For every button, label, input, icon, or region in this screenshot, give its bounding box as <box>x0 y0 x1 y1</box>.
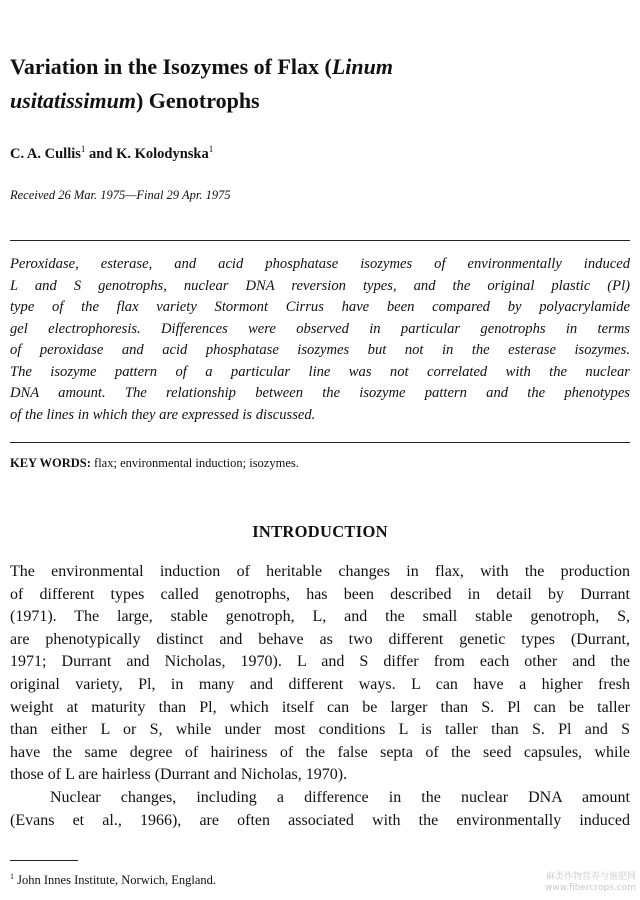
footnote <box>10 872 216 888</box>
abstract-line: DNA amount. The relationship between the isozyme pattern and the phenotypes <box>10 385 630 401</box>
body-line: (Evans et al., 1966), are often associated with the environmentally induced <box>10 811 630 829</box>
author-list <box>10 144 213 163</box>
keywords-list: flax; environmental induction; isozymes. <box>90 456 299 470</box>
author-name: C. A. Cullis <box>10 145 81 162</box>
body-line: than either L or S, while under most conditions L is taller than S. Pl and S <box>10 721 630 739</box>
body-line: have the same degree of hairiness of the false septa of the seed capsules, while <box>10 743 630 761</box>
abstract-line: of the lines in which they are expressed is discussed. <box>10 406 316 423</box>
abstract-line: of peroxidase and acid phosphatase isozymes but not in the esterase isozymes. <box>10 342 630 358</box>
abstract-top-rule <box>10 240 630 241</box>
abstract-line: The isozyme pattern of a particular line was not correlated with the nuclear <box>10 363 630 380</box>
author-name: K. Kolodynska <box>116 145 209 162</box>
footnote-rule <box>10 860 78 861</box>
title-text-2: ) Genotrophs <box>135 88 260 113</box>
title-italic-species: usitatissimum <box>10 88 136 113</box>
abstract-line: gel electrophoresis. Differences were observed in particular genotrophs in terms <box>10 320 630 337</box>
footnote-text: John Innes Institute, Norwich, England. <box>14 873 217 888</box>
title-text-1: Variation in the Isozymes of Flax ( <box>10 54 332 79</box>
abstract <box>10 254 630 426</box>
body-line: 1971; Durrant and Nicholas, 1970). L and S differ from each other and the <box>10 653 630 671</box>
body-line: are phenotypically distinct and behave as two different genetic types (Durrant, <box>10 630 630 648</box>
body-line: weight at maturity than Pl, which itself can be larger than S. Pl can be taller <box>10 698 630 716</box>
body-line: those of L are hairless (Durrant and Nicholas, 1970). <box>10 766 348 784</box>
paper-title <box>10 50 620 118</box>
body-line: (1971). The large, stable genotroph, L, and the small stable genotroph, S, <box>10 608 630 626</box>
body-line: The environmental induction of heritable changes in flax, with the production <box>10 563 630 580</box>
keywords-label: KEY WORDS: <box>10 456 91 470</box>
author-separator: and <box>85 145 117 162</box>
abstract-bottom-rule <box>10 442 630 443</box>
affiliation-mark: 1 <box>208 144 214 154</box>
abstract-line: type of the flax variety Stormont Cirrus have been compared by polyacrylamide <box>10 299 630 315</box>
body-line: original variety, Pl, in many and different ways. L can have a higher fresh <box>10 675 630 693</box>
title-italic-genus: Linum <box>331 54 393 79</box>
abstract-line: L and S genotrophs, nuclear DNA reversion types, and the original plastic (Pl) <box>10 277 630 294</box>
watermark-line: www.fibercrops.com <box>545 883 636 893</box>
body-line: of different types called genotrophs, has been described in detail by Durrant <box>10 585 630 603</box>
body-line: Nuclear changes, including a difference in the nuclear DNA amount <box>50 788 630 806</box>
introduction-body <box>10 561 630 832</box>
section-heading-introduction: INTRODUCTION <box>252 522 388 541</box>
watermark-line: 麻类作物营养与施肥网 <box>545 872 636 882</box>
abstract-line: Peroxidase, esterase, and acid phosphatase isozymes of environmentally induced <box>10 256 630 272</box>
affiliation-mark: 1 <box>80 144 86 154</box>
site-watermark <box>545 872 636 894</box>
footnote-mark: 1 <box>10 872 14 881</box>
keywords <box>10 456 299 471</box>
received-dates: Received 26 Mar. 1975—Final 29 Apr. 1975 <box>10 188 231 202</box>
